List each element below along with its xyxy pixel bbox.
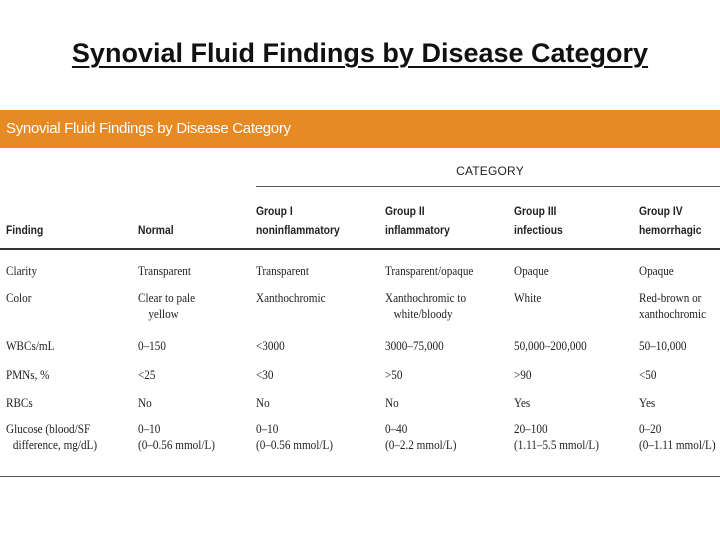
table-cell-line: yellow <box>148 306 179 321</box>
findings-table <box>0 110 720 478</box>
table-cell-line: (0–0.56 mmol/L) <box>256 437 334 452</box>
table-cell-clarity-4 <box>514 263 549 279</box>
table-cell-glucose-2 <box>256 421 333 453</box>
table-cell-line: <25 <box>138 367 156 382</box>
col-header-normal <box>138 222 174 238</box>
table-cell-color-5 <box>639 290 706 322</box>
table-cell-line: <50 <box>639 367 657 382</box>
table-cell-line: Color <box>6 290 32 305</box>
table-cell-glucose-3 <box>385 421 456 453</box>
table-cell-line: 50–10,000 <box>639 338 687 353</box>
col-header-group4 <box>639 203 702 238</box>
table-cell-line: Opaque <box>514 263 549 278</box>
table-cell-wbcs-1 <box>138 338 166 354</box>
table-cell-line: difference, mg/dL) <box>12 437 98 452</box>
col-header-group4-line1: Group IV <box>639 204 683 218</box>
table-cell-line: Glucose (blood/SF <box>6 421 91 436</box>
table-cell-line: 0–10 <box>256 421 279 436</box>
table-cell-line: Opaque <box>639 263 674 278</box>
table-cell-pmns-1 <box>138 367 155 383</box>
table-cell-line: Transparent <box>138 263 191 278</box>
col-header-group3 <box>514 203 563 238</box>
col-header-group1 <box>256 203 340 238</box>
table-cell-rbcs-5 <box>639 395 655 411</box>
table-cell-line: >50 <box>385 367 403 382</box>
table-cell-line: 0–150 <box>138 338 166 353</box>
table-cell-color-4 <box>514 290 541 306</box>
table-cell-pmns-0 <box>6 367 49 383</box>
col-header-group1-line2: noninflammatory <box>256 223 340 237</box>
col-header-finding-line2: Finding <box>6 223 44 237</box>
table-cell-line: <3000 <box>256 338 285 353</box>
table-cell-line: 20–100 <box>514 421 548 436</box>
table-cell-rbcs-3 <box>385 395 399 411</box>
col-header-group3-line1: Group III <box>514 204 557 218</box>
table-cell-line: Xanthochromic <box>256 290 326 305</box>
table-cell-line: 0–20 <box>639 421 662 436</box>
table-cell-rbcs-0 <box>6 395 33 411</box>
table-cell-line: white/bloody <box>393 306 453 321</box>
col-header-finding <box>6 222 43 238</box>
table-cell-line: 0–10 <box>138 421 161 436</box>
table-cell-color-3 <box>385 290 466 322</box>
table-cell-color-1 <box>138 290 195 322</box>
table-cell-line: No <box>256 395 270 410</box>
table-cell-clarity-1 <box>138 263 191 279</box>
table-cell-line: Yes <box>639 395 656 410</box>
table-cell-clarity-2 <box>256 263 309 279</box>
table-cell-line: No <box>385 395 399 410</box>
table-cell-line: (0–1.11 mmol/L) <box>639 437 716 452</box>
table-cell-line: (0–2.2 mmol/L) <box>385 437 457 452</box>
table-banner <box>0 110 720 148</box>
table-cell-pmns-5 <box>639 367 656 383</box>
table-cell-wbcs-5 <box>639 338 687 354</box>
table-cell-line: Red-brown or <box>639 290 702 305</box>
col-header-group2 <box>385 203 450 238</box>
table-cell-color-0 <box>6 290 31 306</box>
table-cell-rbcs-4 <box>514 395 530 411</box>
col-header-group4-line2: hemorrhagic <box>639 223 702 237</box>
table-cell-line: Clarity <box>6 263 38 278</box>
table-cell-clarity-0 <box>6 263 37 279</box>
table-cell-line: Clear to pale <box>138 290 196 305</box>
table-cell-line: Transparent/opaque <box>385 263 474 278</box>
col-header-group3-line2: infectious <box>514 223 563 237</box>
table-cell-glucose-5 <box>639 421 716 453</box>
col-header-normal-line2: Normal <box>138 223 174 237</box>
table-cell-line: (0–0.56 mmol/L) <box>138 437 216 452</box>
table-cell-line: 50,000–200,000 <box>514 338 587 353</box>
table-cell-line: Transparent <box>256 263 309 278</box>
table-cell-glucose-4 <box>514 421 599 453</box>
table-cell-line: >90 <box>514 367 532 382</box>
table-cell-glucose-0 <box>6 421 97 453</box>
table-cell-pmns-3 <box>385 367 402 383</box>
bottom-rule <box>0 476 720 477</box>
slide-footer-space <box>0 478 720 539</box>
table-cell-wbcs-2 <box>256 338 285 354</box>
table-cell-line: White <box>514 290 542 305</box>
table-cell-line: No <box>138 395 152 410</box>
table-cell-pmns-4 <box>514 367 531 383</box>
table-cell-line: Xanthochromic to <box>385 290 467 305</box>
table-cell-wbcs-0 <box>6 338 54 354</box>
table-banner-title: Synovial Fluid Findings by Disease Category <box>6 120 291 137</box>
table-cell-line: PMNs, % <box>6 367 50 382</box>
table-cell-clarity-5 <box>639 263 674 279</box>
category-rule <box>256 186 720 187</box>
table-cell-rbcs-1 <box>138 395 152 411</box>
table-cell-line: Yes <box>514 395 531 410</box>
col-header-group2-line2: inflammatory <box>385 223 450 237</box>
table-cell-line: RBCs <box>6 395 33 410</box>
table-cell-line: xanthochromic <box>639 306 707 321</box>
table-cell-line: (1.11–5.5 mmol/L) <box>514 437 599 452</box>
category-label: CATEGORY <box>456 164 524 178</box>
table-cell-clarity-3 <box>385 263 473 279</box>
table-cell-pmns-2 <box>256 367 273 383</box>
slide-title: Synovial Fluid Findings by Disease Category <box>71 38 649 68</box>
table-cell-line: <30 <box>256 367 274 382</box>
col-header-group2-line1: Group II <box>385 204 425 218</box>
table-cell-color-2 <box>256 290 326 306</box>
header-rule <box>0 248 720 250</box>
table-cell-wbcs-3 <box>385 338 444 354</box>
table-cell-line: 0–40 <box>385 421 408 436</box>
col-header-group1-line1: Group I <box>256 204 293 218</box>
table-cell-wbcs-4 <box>514 338 587 354</box>
table-cell-line: 3000–75,000 <box>385 338 444 353</box>
table-cell-glucose-1 <box>138 421 215 453</box>
table-cell-rbcs-2 <box>256 395 270 411</box>
table-cell-line: WBCs/mL <box>6 338 55 353</box>
